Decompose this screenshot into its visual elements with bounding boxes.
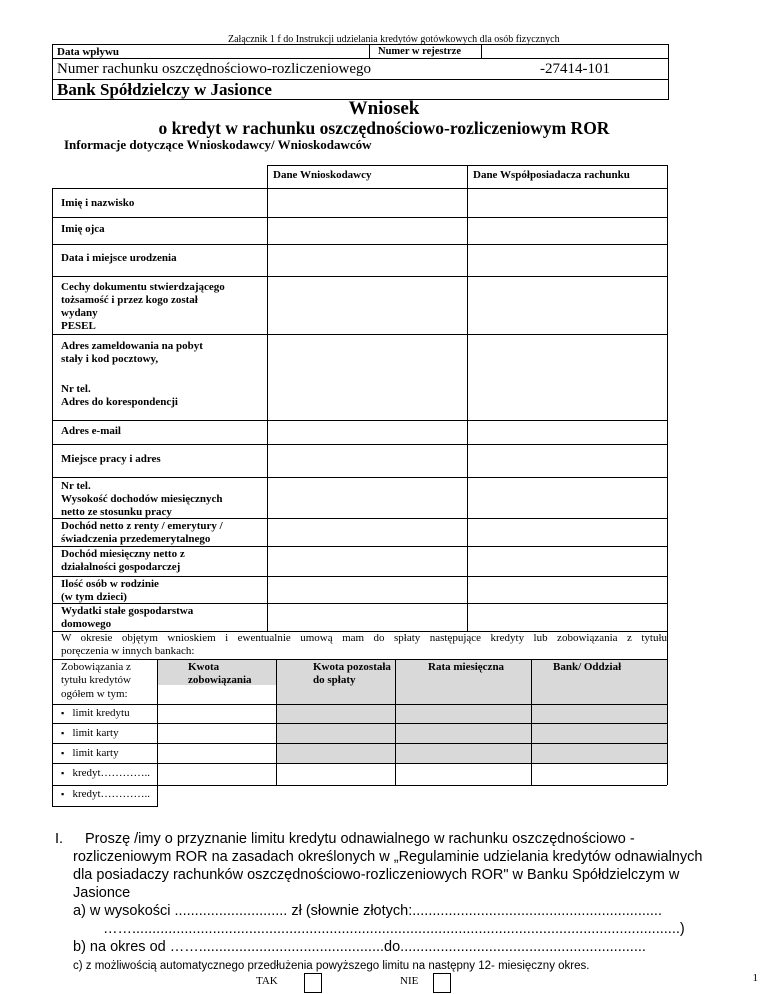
- col-applicant-header: Dane Wnioskodawcy: [273, 169, 372, 181]
- obl-item: ▪ limit karty: [61, 727, 119, 739]
- obligations-intro: W okresie objętym wnioskiem i ewentualnie umową mam do spłaty następujące kredyty lub zobowiązania z tytułu poręczenia w innych bankach:: [61, 632, 667, 657]
- row-pesel-label: PESEL: [61, 320, 96, 332]
- amount-words-line: ……........................................................................................................................................): [103, 921, 685, 937]
- row-name-label: Imię i nazwisko: [61, 197, 135, 209]
- section-subtitle: Informacje dotyczące Wnioskodawcy/ Wnioskodawców: [64, 137, 372, 152]
- row-birth-label: Data i miejsce urodzenia: [61, 252, 177, 264]
- row-address-label: Adres zameldowania na pobyt stały i kod pocztowy,: [61, 340, 203, 365]
- section-1-text-line: Jasionce: [73, 885, 131, 901]
- obl-col-bank-header: Bank/ Oddział: [553, 661, 622, 673]
- yes-label: TAK: [256, 975, 278, 987]
- renewal-line: c) z możliwością automatycznego przedłużenia powyższego limitu na następny 12- miesięczny okres.: [73, 960, 590, 972]
- section-1-text-line: Proszę /imy o przyznanie limitu kredytu odnawialnego w rachunku oszczędnościowo -: [85, 831, 635, 847]
- form-title: Wniosek: [348, 98, 420, 119]
- obl-col-type-header: Zobowiązania z tytułu kredytów: [61, 661, 131, 686]
- col-co-owner-header: Dane Współposiadacza rachunku: [473, 169, 630, 181]
- row-corr-address-label: Adres do korespondencji: [61, 396, 178, 408]
- bank-name: Bank Spółdzielczy w Jasionce: [57, 80, 272, 99]
- register-number-label: Numer w rejestrze: [369, 44, 482, 59]
- obl-item: ▪ limit kredytu: [61, 707, 130, 719]
- header-row-bank: [52, 79, 669, 100]
- section-1-numeral: I.: [55, 831, 64, 847]
- obl-total-label: ogółem w tym:: [61, 688, 128, 700]
- no-checkbox[interactable]: [433, 973, 451, 993]
- obl-item: ▪ limit karty: [61, 747, 119, 759]
- obl-col-amount-header: Kwota zobowiązania: [188, 661, 252, 686]
- section-1-text-line: rozliczeniowym ROR na zasadach określonych w „Regulaminie udzielania kredytów odnawialnych: [73, 849, 703, 865]
- form-title-sub: o kredyt w rachunku oszczędnościowo-rozliczeniowym ROR: [158, 118, 610, 138]
- row-income-label: Wysokość dochodów miesięcznych netto ze stosunku pracy: [61, 493, 223, 518]
- header-row-account: [52, 58, 669, 80]
- annex-note: Załącznik 1 f do Instrukcji udzielania kredytów gotówkowych dla osób fizycznych: [228, 34, 560, 45]
- header-row-receipt: [52, 44, 669, 59]
- obl-item: ▪ kredyt…………..: [61, 767, 151, 779]
- no-label: NIE: [400, 975, 419, 987]
- row-family-label: Ilość osób w rodzinie (w tym dzieci): [61, 578, 159, 603]
- obl-col-installment-header: Rata miesięczna: [428, 661, 505, 673]
- row-business-label: Dochód miesięczny netto z działalności gospodarczej: [61, 548, 185, 573]
- row-work-phone-label: Nr tel.: [61, 480, 91, 492]
- account-label: Numer rachunku oszczędnościowo-rozliczeniowego: [57, 61, 372, 77]
- amount-line: a) w wysokości ............................ zł (słownie złotych:..............................................................: [73, 903, 662, 919]
- row-pension-label: Dochód netto z renty / emerytury / świadczenia przedemerytalnego: [61, 520, 223, 545]
- obl-item: ▪ kredyt…………..: [61, 788, 151, 800]
- page-number: 1: [752, 972, 758, 984]
- obl-col-remaining-header: Kwota pozostała do spłaty: [313, 661, 391, 686]
- account-number: -27414-101: [540, 61, 610, 77]
- period-line: b) na okres od ……..............................................do.............................................................: [73, 939, 646, 955]
- row-workplace-label: Miejsce pracy i adres: [61, 453, 161, 465]
- row-father-name-label: Imię ojca: [61, 223, 105, 235]
- row-id-doc-label: Cechy dokumentu stwierdzającego tożsamość i przez kogo został wydany: [61, 281, 225, 319]
- row-phone-label: Nr tel.: [61, 383, 91, 395]
- row-email-label: Adres e-mail: [61, 425, 121, 437]
- yes-checkbox[interactable]: [304, 973, 322, 993]
- receipt-date-label: Data wpływu: [57, 46, 120, 58]
- section-1-text-line: dla posiadaczy rachunków oszczędnościowo-rozliczeniowych ROR" w Banku Spółdzielczym w: [73, 867, 680, 883]
- row-expenses-label: Wydatki stałe gospodarstwa domowego: [61, 605, 194, 630]
